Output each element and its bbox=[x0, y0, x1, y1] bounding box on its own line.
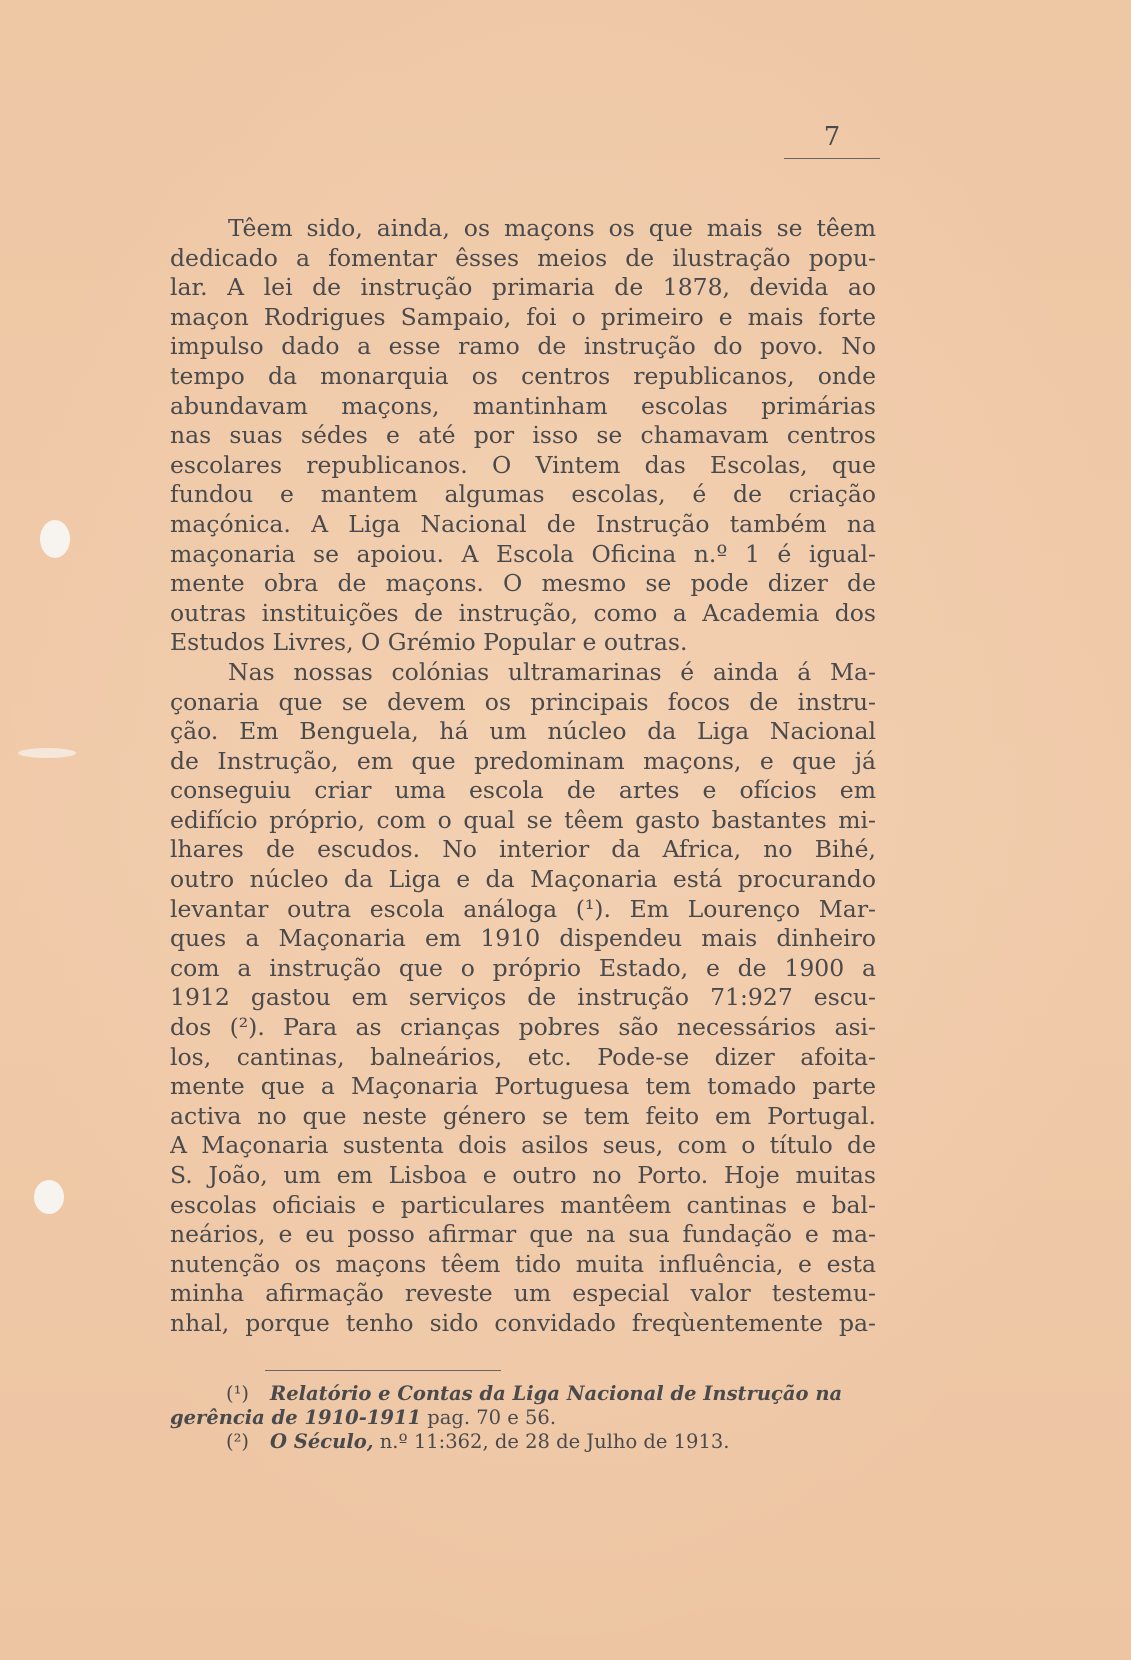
footnote-2 bbox=[170, 1430, 876, 1454]
footnotes bbox=[170, 1382, 876, 1454]
body-line: A Maçonaria sustenta dois asilos seus, com o título de bbox=[170, 1131, 876, 1160]
body-line: escolares republicanos. O Vintem das Escolas, que bbox=[170, 450, 876, 479]
body-line: outras instituições de instrução, como a Academia dos bbox=[170, 598, 876, 627]
body-line: nhal, porque tenho sido convidado freqùentemente pa- bbox=[170, 1308, 876, 1337]
body-line: çonaria que se devem os principais focos de instru- bbox=[170, 687, 876, 716]
binding-hole-top bbox=[40, 520, 70, 558]
body-line: mente obra de maçons. O mesmo se pode dizer de bbox=[170, 569, 876, 598]
body-line: levantar outra escola análoga (¹). Em Lourenço Mar- bbox=[170, 894, 876, 923]
binding-hole-bottom bbox=[34, 1180, 64, 1214]
body-line: Têem sido, ainda, os maçons os que mais se têem bbox=[228, 214, 876, 242]
body-line: S. João, um em Lisboa e outro no Porto. Hoje muitas bbox=[170, 1161, 876, 1189]
body-line: Estudos Livres, O Grémio Popular e outras. bbox=[170, 628, 688, 657]
body-line: com a instrução que o próprio Estado, e de 1900 a bbox=[170, 953, 876, 982]
body-line: edifício próprio, com o qual se têem gasto bastantes mi- bbox=[170, 805, 876, 834]
body-line: 1912 gastou em serviços de instrução 71:927 escu- bbox=[170, 983, 876, 1012]
footnote-2-mark: (²) bbox=[226, 1430, 250, 1453]
body-line: nutenção os maçons têem tido muita influência, e esta bbox=[170, 1249, 876, 1278]
page-number: 7 bbox=[823, 122, 841, 152]
footnote-1-continuation bbox=[170, 1406, 876, 1430]
body-line: activa no que neste género se tem feito em Portugal. bbox=[170, 1101, 876, 1130]
body-line: maçónica. A Liga Nacional de Instrução também na bbox=[170, 509, 876, 538]
body-line: ção. Em Benguela, há um núcleo da Liga Nacional bbox=[170, 717, 876, 746]
body-line: lhares de escudos. No interior da Africa, no Bihé, bbox=[170, 835, 876, 864]
body-line: escolas oficiais e particulares mantêem cantinas e bal- bbox=[170, 1190, 876, 1219]
body-line: los, cantinas, balneários, etc. Pode-se dizer afoita- bbox=[170, 1042, 876, 1071]
page-number-rule bbox=[784, 158, 880, 159]
body-line: de Instrução, em que predominam maçons, e que já bbox=[170, 746, 876, 775]
footnote-1 bbox=[170, 1382, 876, 1406]
body-line: ques a Maçonaria em 1910 dispendeu mais dinheiro bbox=[170, 924, 876, 953]
footnote-rule bbox=[265, 1370, 501, 1371]
body-line: Nas nossas colónias ultramarinas é ainda á Ma- bbox=[228, 657, 876, 686]
body-line: maçonaria se apoiou. A Escola Oficina n.º 1 é igual- bbox=[170, 539, 876, 568]
body-text bbox=[170, 214, 876, 1339]
body-line: maçon Rodrigues Sampaio, foi o primeiro e mais forte bbox=[170, 302, 876, 331]
body-line: tempo da monarquia os centros republicanos, onde bbox=[170, 361, 876, 390]
body-line: minha afirmação reveste um especial valor testemu- bbox=[170, 1279, 876, 1308]
body-line: mente que a Maçonaria Portuguesa tem tomado parte bbox=[170, 1072, 876, 1101]
body-line: nas suas sédes e até por isso se chamavam centros bbox=[170, 421, 876, 450]
body-line: fundou e mantem algumas escolas, é de criação bbox=[170, 480, 876, 509]
footnote-1-pages: pag. 70 e 56. bbox=[421, 1406, 557, 1429]
footnote-2-source: O Século, bbox=[270, 1430, 374, 1453]
body-line: impulso dado a esse ramo de instrução do povo. No bbox=[170, 332, 876, 361]
footnote-1-title: Relatório e Contas da Liga Nacional de Instrução na bbox=[270, 1382, 843, 1405]
footnote-1-mark: (¹) bbox=[226, 1382, 250, 1405]
body-line: neários, e eu posso afirmar que na sua fundação e ma- bbox=[170, 1220, 876, 1249]
body-line: abundavam maçons, mantinham escolas primárias bbox=[170, 391, 876, 420]
body-line: lar. A lei de instrução primaria de 1878, devida ao bbox=[170, 273, 876, 302]
body-line: outro núcleo da Liga e da Maçonaria está procurando bbox=[170, 865, 876, 894]
binding-hole-middle bbox=[18, 748, 76, 758]
footnote-2-rest: n.º 11:362, de 28 de Julho de 1913. bbox=[373, 1430, 730, 1453]
body-line: dedicado a fomentar êsses meios de ilustração popu- bbox=[170, 243, 876, 272]
footnote-1-title-cont: gerência de 1910-1911 bbox=[170, 1406, 422, 1429]
body-line: dos (²). Para as crianças pobres são necessários asi- bbox=[170, 1013, 876, 1042]
body-line: conseguiu criar uma escola de artes e ofícios em bbox=[170, 776, 876, 805]
